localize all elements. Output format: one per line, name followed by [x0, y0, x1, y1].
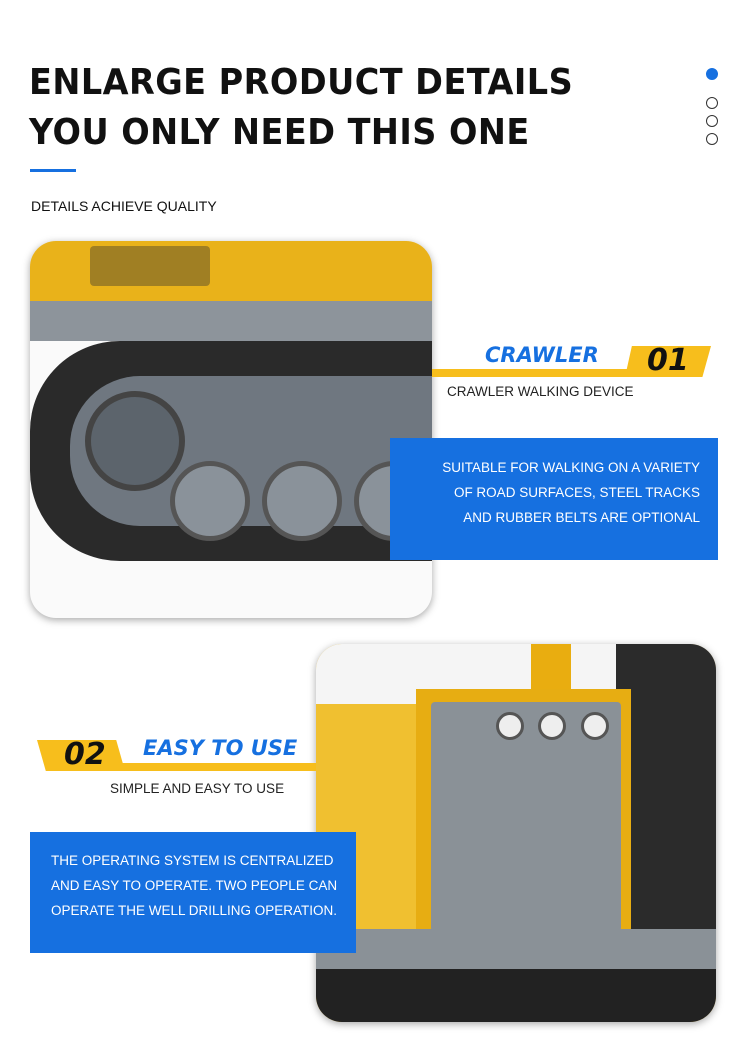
feature-1-description-box — [390, 438, 718, 560]
section-subtitle: DETAILS ACHIEVE QUALITY — [31, 198, 217, 214]
page-title-line2: YOU ONLY NEED THIS ONE — [29, 112, 530, 153]
feature-1-description-line: SUITABLE FOR WALKING ON A VARIETY — [442, 460, 700, 475]
pager-dot-4[interactable] — [706, 133, 718, 145]
feature-2-description-line: THE OPERATING SYSTEM IS CENTRALIZED — [51, 853, 334, 868]
feature-2-number: 02 — [64, 737, 106, 772]
control-panel-photo — [316, 644, 716, 1022]
pager-dot-3[interactable] — [706, 115, 718, 127]
page-title-line1: ENLARGE PRODUCT DETAILS — [29, 62, 574, 103]
pager-dot-2[interactable] — [706, 97, 718, 109]
feature-2-description-box — [30, 832, 356, 953]
crawler-photo — [30, 241, 432, 618]
feature-2-description-line: AND EASY TO OPERATE. TWO PEOPLE CAN — [51, 878, 338, 893]
feature-2-description-line: OPERATE THE WELL DRILLING OPERATION. — [51, 903, 338, 918]
title-underline — [30, 169, 76, 172]
feature-2-title: EASY TO USE — [143, 736, 298, 760]
pager-dot-1[interactable] — [706, 68, 718, 80]
feature-1-description-line: AND RUBBER BELTS ARE OPTIONAL — [463, 510, 700, 525]
feature-1-subtitle: CRAWLER WALKING DEVICE — [447, 384, 634, 399]
feature-1-bar — [432, 369, 642, 377]
feature-2-bar — [118, 763, 316, 771]
feature-2-subtitle: SIMPLE AND EASY TO USE — [110, 781, 285, 796]
feature-1-title: CRAWLER — [485, 343, 599, 367]
feature-1-description-line: OF ROAD SURFACES, STEEL TRACKS — [453, 485, 700, 500]
feature-1-number: 01 — [647, 343, 689, 378]
